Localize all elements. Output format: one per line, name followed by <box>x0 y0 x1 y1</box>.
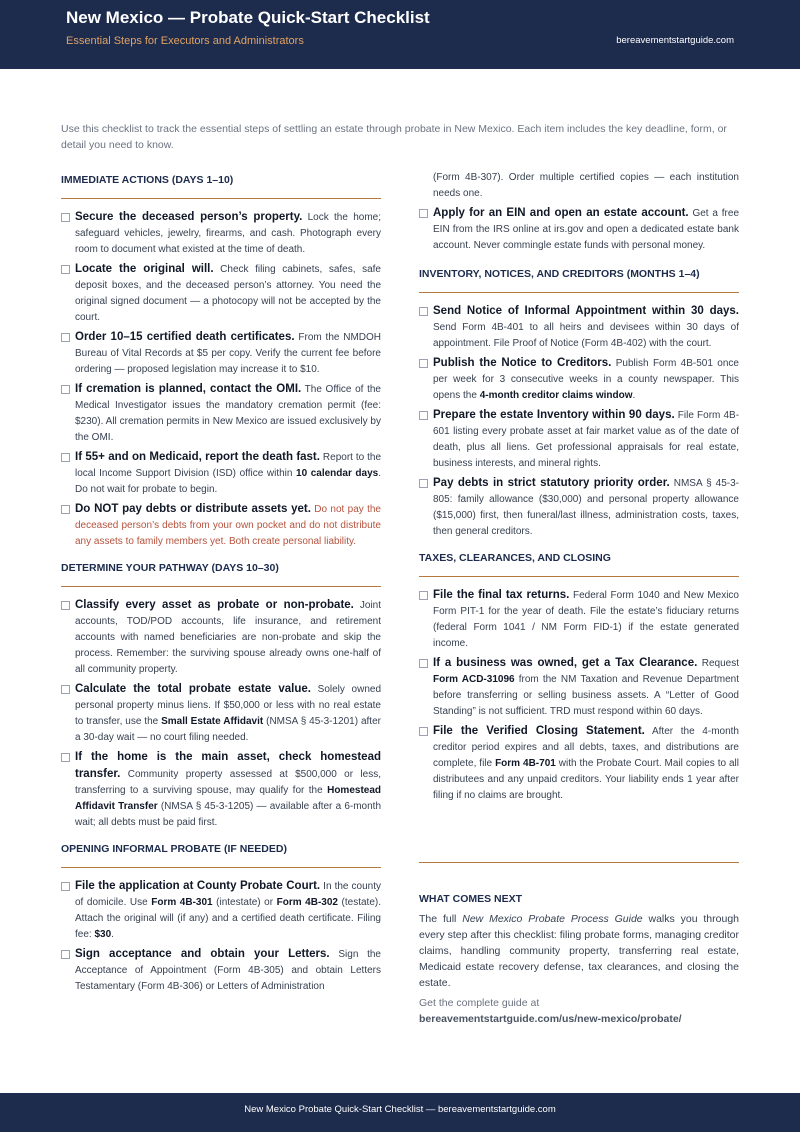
checkbox-icon[interactable] <box>61 882 70 891</box>
checklist-item <box>61 501 381 550</box>
checkbox-icon[interactable] <box>61 950 70 959</box>
checkbox-icon[interactable] <box>419 591 428 600</box>
checklist-item <box>61 449 381 498</box>
section-heading: INVENTORY, NOTICES, AND CREDITORS (MONTHS 1–4) <box>419 264 739 293</box>
item-description: Send Form 4B-401 to all heirs and devisees within 30 days of appointment. File Proof of Notice (Form 4B-402) with the court. <box>433 322 739 349</box>
item-description: Request Form ACD-31096 from the NM Taxation and Revenue Department before transferring or selling business assets. A “Letter of Good Standing” is not sufficient. TRD must respond within 60 days. <box>433 658 739 717</box>
checklist-item <box>61 597 381 678</box>
checklist-item <box>419 587 739 652</box>
get-guide-label: Get the complete guide at <box>419 997 540 1009</box>
page-footer <box>0 1093 800 1132</box>
item-title: File the Verified Closing Statement. <box>433 725 645 737</box>
checkbox-icon[interactable] <box>419 479 428 488</box>
checkbox-icon[interactable] <box>61 601 70 610</box>
item-description: Community property assessed at $500,000 or less, transferring to a surviving spouse, may qualify for the Homestead Affidavit Transfer (NMSA § 45-3-1205) — available after a 6-month wait; all debts must be paid first. <box>75 769 381 828</box>
section-heading: OPENING INFORMAL PROBATE (IF NEEDED) <box>61 839 381 868</box>
checkbox-icon[interactable] <box>419 659 428 668</box>
item-description: Federal Form 1040 and New Mexico Form PIT-1 for the year of death. File the estate’s fiduciary returns (federal Form 1041 / NM Form FID-1) if the estate generated income. <box>433 590 739 649</box>
item-title: Publish the Notice to Creditors. <box>433 357 612 369</box>
item-description: Joint accounts, TOD/POD accounts, life insurance, and retirement accounts with named beneficiaries are non-probate and skip the process. Remember: the surviving spouse already owns one-half of all community property. <box>75 600 382 675</box>
checkbox-icon[interactable] <box>61 505 70 514</box>
checkbox-icon[interactable] <box>419 209 428 218</box>
item-title: Prepare the estate Inventory within 90 days. <box>433 409 675 421</box>
section-taxes-closing <box>419 548 739 804</box>
section-determine-pathway <box>61 558 381 831</box>
item-description: In the county of domicile. Use Form 4B-301 (intestate) or Form 4B-302 (testate). Attach the original will (if any) and a certified death certificate. Filing fee: $30. <box>75 881 381 940</box>
what-comes-next-box <box>419 862 739 1027</box>
checkbox-icon[interactable] <box>61 385 70 394</box>
checklist-item <box>419 303 739 352</box>
intro-text: Use this checklist to track the essential steps of settling an estate through probate in New Mexico. Each item includes the key deadline, form, or detail you need to know. <box>61 123 727 151</box>
item-description: Lock the home; safeguard vehicles, jewelry, firearms, and cash. Photograph every room to document what existed at the time of death. <box>75 212 382 255</box>
item-title: If 55+ and on Medicaid, report the death fast. <box>75 451 320 463</box>
item-title: Do NOT pay debts or distribute assets yet. <box>75 503 311 515</box>
section-informal-probate-continued <box>419 205 739 254</box>
item-title: If the home is the main asset, check homestead transfer. <box>75 751 381 780</box>
checklist-item <box>61 329 381 378</box>
section-heading: IMMEDIATE ACTIONS (DAYS 1–10) <box>61 170 381 199</box>
checklist-item <box>419 205 739 254</box>
item-description: The Office of the Medical Investigator issues the mandatory cremation permit (fee: $230). All cremation permits in New Mexico are issued exclusively by the OMI. <box>75 384 381 443</box>
item-title: Locate the original will. <box>75 263 214 275</box>
checklist-item <box>61 878 381 943</box>
what-comes-next-heading: WHAT COMES NEXT <box>419 893 523 905</box>
item-warning: Do not pay the deceased person’s debts from your own pocket and do not distribute any assets to family members yet. Both create personal liability. <box>75 504 381 547</box>
checkbox-icon[interactable] <box>419 307 428 316</box>
section-informal-probate <box>61 839 381 995</box>
checklist-item <box>61 749 381 831</box>
item-description: After the 4-month creditor period expires and all debts, taxes, and distributions are complete, file Form 4B-701 with the Probate Court. Mail copies to all distributees and any unpaid creditors. Your liability ends 1 year after filing if no claims are brought. <box>433 726 740 801</box>
what-comes-next-body: The full New Mexico Probate Process Guide walks you through every step after this checklist: filing probate forms, managing creditor claims, handling community property, transferring real estate, Medicaid estate recovery defense, tax clearances, and closing the estate. <box>419 913 739 989</box>
checklist-item <box>419 407 739 472</box>
section-heading: DETERMINE YOUR PATHWAY (DAYS 10–30) <box>61 558 381 587</box>
section-inventory-notices <box>419 264 739 540</box>
checklist-item <box>419 723 739 804</box>
page-title: New Mexico — Probate Quick-Start Checklist <box>66 8 430 27</box>
item-description: Get a free EIN from the IRS online at irs.gov and open a dedicated estate bank account. Never commingle estate funds with personal money. <box>433 208 740 251</box>
item-title: File the application at County Probate Court. <box>75 880 321 892</box>
checklist-item <box>61 209 381 258</box>
item-title: Pay debts in strict statutory priority order. <box>433 477 670 489</box>
checkbox-icon[interactable] <box>419 411 428 420</box>
item-title: If a business was owned, get a Tax Clearance. <box>433 657 698 669</box>
item-title: Secure the deceased person’s property. <box>75 211 303 223</box>
item-description: Check filing cabinets, safes, safe deposit boxes, and the deceased person’s attorney. You need the original signed document — a photocopy will not be accepted by the court. <box>75 264 381 323</box>
checklist-item <box>61 946 381 995</box>
item-title: File the final tax returns. <box>433 589 570 601</box>
checkbox-icon[interactable] <box>419 359 428 368</box>
item-description: File Form 4B-601 listing every probate asset at fair market value as of the date of death, plus all liens. Get professional appraisals for real estate, business interests, and mineral rights. <box>433 410 740 469</box>
page-header <box>0 0 800 69</box>
item-title: Sign acceptance and obtain your Letters. <box>75 948 330 960</box>
item-description: Solely owned personal property minus liens. If $50,000 or less with no real estate to transfer, use the Small Estate Affidavit (NMSA § 45-3-1201) after a 30-day wait — no court filing needed. <box>75 684 382 743</box>
item-description: Sign the Acceptance of Appointment (Form 4B-305) and obtain Letters Testamentary (Form 4B-306) or Letters of Administration <box>75 949 381 992</box>
header-site-link[interactable]: bereavementstartguide.com <box>616 35 734 46</box>
right-column <box>419 170 739 812</box>
checkbox-icon[interactable] <box>61 265 70 274</box>
checklist-item <box>419 475 739 540</box>
footer-text: New Mexico Probate Quick-Start Checklist — bereavementstartguide.com <box>244 1104 556 1115</box>
checklist-item <box>61 681 381 746</box>
left-column <box>61 170 381 1003</box>
guide-name: New Mexico Probate Process Guide <box>462 913 643 925</box>
item-description: NMSA § 45-3-805: family allowance ($30,000) and personal property allowance ($15,000) first, then funeral/last illness, administration costs, taxes, then general creditors. <box>433 478 739 537</box>
checkbox-icon[interactable] <box>61 213 70 222</box>
checkbox-icon[interactable] <box>61 333 70 342</box>
section-immediate-actions <box>61 170 381 550</box>
item-description-continued: (Form 4B-307). Order multiple certified copies — each institution needs one. <box>433 172 739 199</box>
checkbox-icon[interactable] <box>61 753 70 762</box>
checklist-item <box>61 261 381 326</box>
checkbox-icon[interactable] <box>61 453 70 462</box>
checkbox-icon[interactable] <box>61 685 70 694</box>
item-description: Publish Form 4B-501 once per week for 3 consecutive weeks in a county newspaper. This opens the 4-month creditor claims window. <box>433 358 739 401</box>
checkbox-icon[interactable] <box>419 727 428 736</box>
item-title: Classify every asset as probate or non-probate. <box>75 599 354 611</box>
checklist-item <box>419 355 739 404</box>
item-description: From the NMDOH Bureau of Vital Records at $5 per copy. Verify the current fee before ordering — proposed legislation may increase it to $10. <box>75 332 382 375</box>
section-heading: TAXES, CLEARANCES, AND CLOSING <box>419 548 739 577</box>
checklist-item <box>61 381 381 446</box>
item-title: Apply for an EIN and open an estate account. <box>433 207 689 219</box>
item-title: Send Notice of Informal Appointment within 30 days. <box>433 305 739 317</box>
page-subtitle: Essential Steps for Executors and Administrators <box>66 35 304 47</box>
guide-link[interactable]: bereavementstartguide.com/us/new-mexico/probate/ <box>419 1013 682 1025</box>
checklist-item <box>419 655 739 720</box>
item-title: Calculate the total probate estate value. <box>75 683 311 695</box>
item-title: If cremation is planned, contact the OMI. <box>75 383 302 395</box>
item-title: Order 10–15 certified death certificates. <box>75 331 295 343</box>
item-description: Report to the local Income Support Division (ISD) office within 10 calendar days. Do not wait for probate to begin. <box>75 452 382 495</box>
